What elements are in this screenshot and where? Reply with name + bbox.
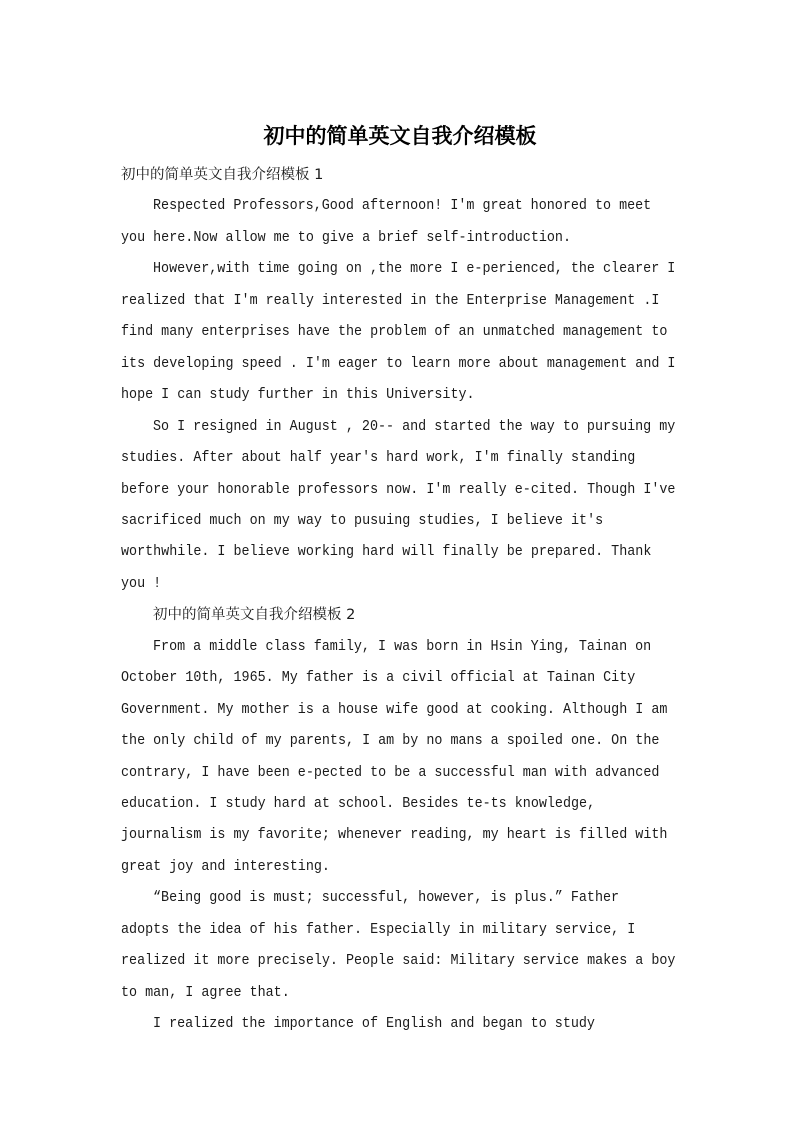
paragraph-line: education. I study hard at school. Besides te-ts knowledge, (121, 796, 596, 813)
paragraph-line: sacrificed much on my way to pusuing studies, I believe it's (121, 512, 604, 530)
paragraph-line: I realized the importance of English and began to study (153, 1016, 595, 1033)
paragraph-line: great joy and interesting. (121, 858, 330, 876)
paragraph-line: October 10th, 1965. My father is a civil official at Tainan City (121, 670, 636, 688)
paragraph-line: hope I can study further in this University. (121, 387, 475, 404)
paragraph-line: From a middle class family, I was born in Hsin Ying, Tainan on (153, 638, 652, 656)
paragraph-line: contrary, I have been e-pected to be a successful man with advanced (121, 764, 660, 782)
paragraph-line: So I resigned in August , 20-- and started the way to pursuing my (153, 418, 676, 436)
paragraph-line: you ! (121, 575, 162, 593)
paragraph-line: studies. After about half year's hard work, I'm finally standing (121, 450, 636, 467)
paragraph-line: Respected Professors,Good afternoon! I'm great honored to meet (153, 198, 652, 216)
paragraph-line: “Being good is must; successful, however, is plus.” Father (153, 890, 620, 908)
paragraph-line: Government. My mother is a house wife good at cooking. Although I am (121, 701, 668, 719)
paragraph-line: you here.Now allow me to give a brief self-introduction. (121, 229, 571, 247)
paragraph-line: However,with time going on ,the more I e-perienced, the clearer I (153, 261, 676, 279)
document-title: 初中的简单英文自我介绍模板 (263, 124, 537, 148)
paragraph-line: adopts the idea of his father. Especially in military service, I (121, 921, 636, 939)
paragraph-line: realized it more precisely. People said: Military service makes a boy (121, 953, 676, 971)
paragraph-line: realized that I'm really interested in the Enterprise Management .I (121, 292, 660, 310)
paragraph-line: to man, I agree that. (121, 984, 290, 1002)
paragraph-line: worthwhile. I believe working hard will finally be prepared. Thank (121, 544, 652, 562)
paragraph-line: before your honorable professors now. I'm really e-cited. Though I've (121, 481, 676, 499)
section-heading: 初中的简单英文自我介绍模板 1 (121, 167, 324, 183)
paragraph-line: the only child of my parents, I am by no mans a spoiled one. On the (121, 733, 660, 750)
paragraph-line: its developing speed . I'm eager to learn more about management and I (121, 355, 676, 373)
section-heading: 初中的简单英文自我介绍模板 2 (153, 607, 356, 624)
paragraph-line: journalism is my favorite; whenever reading, my heart is filled with (121, 827, 668, 845)
paragraph-line: find many enterprises have the problem of an unmatched management to (121, 324, 668, 342)
